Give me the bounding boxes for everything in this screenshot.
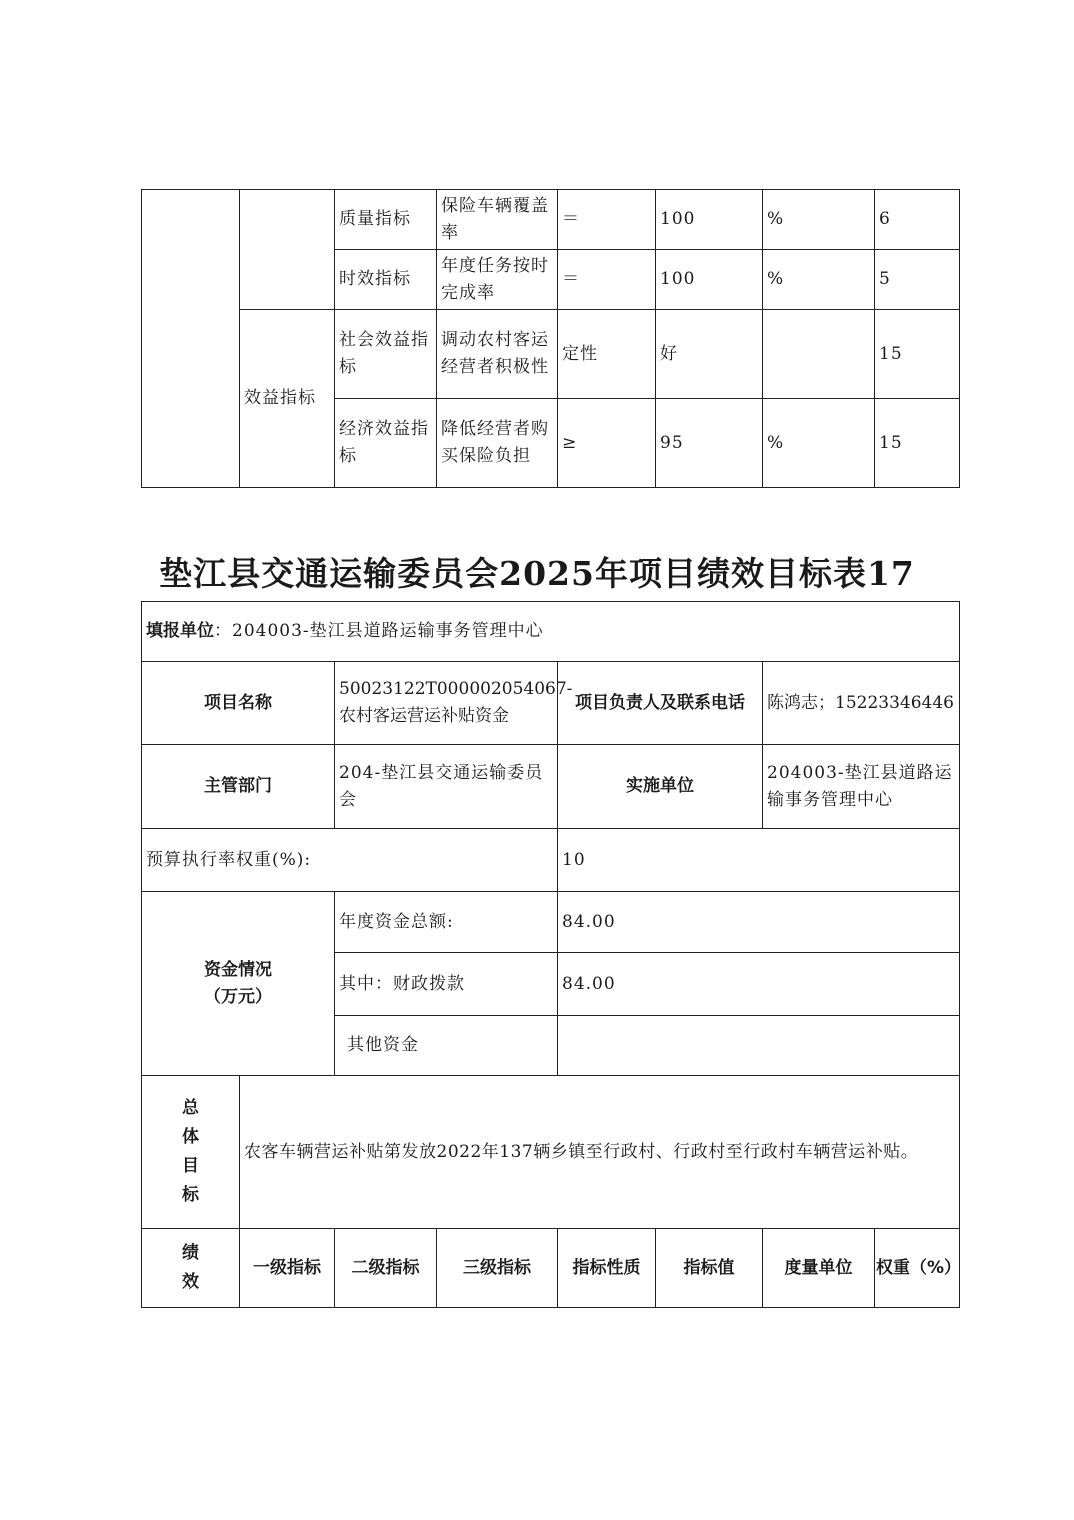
third-level-indicator: 年度任务按时完成率	[437, 250, 558, 310]
budget-rate-value: 10	[558, 829, 960, 892]
filler-unit	[142, 602, 960, 662]
indicator-weight: 15	[875, 399, 960, 488]
filler-unit-value: ：204003-垫江县道路运输事务管理中心	[214, 621, 544, 641]
first-level-indicator: 效益指标	[240, 310, 335, 488]
table-row	[142, 745, 960, 829]
project-name-label: 项目名称	[142, 662, 335, 745]
table-row	[142, 892, 960, 953]
header-first-level: 一级指标	[240, 1229, 335, 1308]
fund-situation-label	[142, 892, 335, 1076]
budget-rate-label: 预算执行率权重(%):	[142, 829, 558, 892]
department-label: 主管部门	[142, 745, 335, 829]
third-level-indicator: 保险车辆覆盖率	[437, 190, 558, 250]
blank-cell	[142, 190, 240, 488]
measure-unit: %	[763, 190, 875, 250]
measure-unit: %	[763, 399, 875, 488]
blank-cell	[240, 190, 335, 310]
table-row	[142, 310, 960, 399]
indicator-weight: 6	[875, 190, 960, 250]
goal-char: 目	[182, 1156, 199, 1176]
project-name-value: 50023122T000002054067-农村客运营运补贴资金	[335, 662, 558, 745]
header-third-level: 三级指标	[437, 1229, 558, 1308]
perf-char: 效	[182, 1272, 199, 1292]
indicator-nature: ＝	[558, 190, 656, 250]
table-row	[142, 662, 960, 745]
third-level-indicator: 调动农村客运经营者积极性	[437, 310, 558, 399]
fund-label-line2: （万元）	[204, 986, 272, 1007]
continuation-indicator-table	[141, 189, 960, 488]
measure-unit: %	[763, 250, 875, 310]
implementing-unit-value: 204003-垫江县道路运输事务管理中心	[763, 745, 960, 829]
performance-label	[142, 1229, 240, 1308]
goal-char: 标	[182, 1185, 199, 1205]
indicator-weight: 5	[875, 250, 960, 310]
table-row	[142, 829, 960, 892]
fund-total-value: 84.00	[558, 892, 960, 953]
header-nature: 指标性质	[558, 1229, 656, 1308]
third-level-indicator: 降低经营者购买保险负担	[437, 399, 558, 488]
project-performance-table	[141, 601, 960, 1308]
project-leader-label: 项目负责人及联系电话	[558, 662, 763, 745]
indicator-value: 100	[656, 250, 763, 310]
page-title: 垫江县交通运输委员会2025年项目绩效目标表17	[159, 554, 915, 593]
indicator-nature: ＝	[558, 250, 656, 310]
indicator-value: 100	[656, 190, 763, 250]
department-value: 204-垫江县交通运输委员会	[335, 745, 558, 829]
second-level-indicator: 质量指标	[335, 190, 437, 250]
fund-fiscal-value: 84.00	[558, 953, 960, 1016]
implementing-unit-label: 实施单位	[558, 745, 763, 829]
header-second-level: 二级指标	[335, 1229, 437, 1308]
indicator-nature: 定性	[558, 310, 656, 399]
measure-unit	[763, 310, 875, 399]
project-leader-value: 陈鸿志；15223346446	[763, 662, 960, 745]
fund-other-value	[558, 1016, 960, 1076]
fund-total-label: 年度资金总额:	[335, 892, 558, 953]
overall-goal-text: 农客车辆营运补贴第发放2022年137辆乡镇至行政村、行政村至行政村车辆营运补贴。	[240, 1076, 960, 1229]
second-level-indicator: 经济效益指标	[335, 399, 437, 488]
table-row	[142, 190, 960, 250]
filler-unit-label: 填报单位	[146, 621, 214, 641]
header-weight: 权重（%）	[875, 1229, 960, 1308]
goal-char: 总	[182, 1098, 199, 1118]
second-level-indicator: 社会效益指标	[335, 310, 437, 399]
indicator-value: 95	[656, 399, 763, 488]
goal-char: 体	[182, 1127, 199, 1147]
table-row	[142, 1229, 960, 1308]
second-level-indicator: 时效指标	[335, 250, 437, 310]
fund-other-label: 其他资金	[335, 1016, 558, 1076]
indicator-weight: 15	[875, 310, 960, 399]
table-row	[142, 602, 960, 662]
table-row	[142, 1076, 960, 1229]
overall-goal-label	[142, 1076, 240, 1229]
fund-label-line1: 资金情况	[204, 959, 272, 980]
fund-fiscal-label: 其中：财政拨款	[335, 953, 558, 1016]
perf-char: 绩	[182, 1243, 199, 1263]
header-unit: 度量单位	[763, 1229, 875, 1308]
header-value: 指标值	[656, 1229, 763, 1308]
indicator-nature: ≥	[558, 399, 656, 488]
indicator-value: 好	[656, 310, 763, 399]
